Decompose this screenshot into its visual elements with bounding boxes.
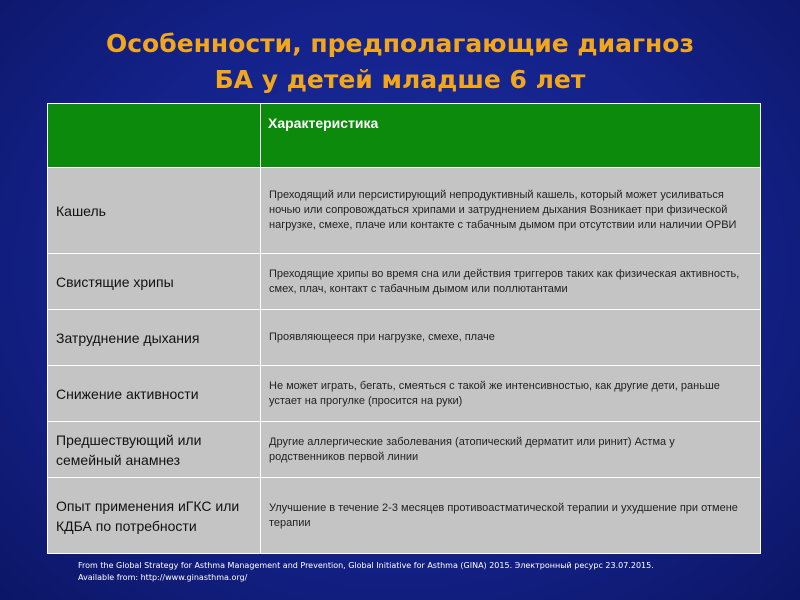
source-citation <box>78 560 758 584</box>
row-label: Затруднение дыхания <box>48 310 261 366</box>
row-description: Преходящие хрипы во время сна или действия триггеров таких как физическая активность, смех, плач, контакт с табачным дымом или поллютантами <box>261 254 761 310</box>
row-description: Другие аллергические заболевания (атопический дерматит или ринит) Астма у родственников первой линии <box>261 422 761 478</box>
slide-title-line-1: Особенности, предполагающие диагноз <box>105 29 694 58</box>
table-row <box>48 478 761 554</box>
row-description: Проявляющееся при нагрузке, смехе, плаче <box>261 310 761 366</box>
slide-title <box>0 26 800 98</box>
features-table <box>47 103 761 554</box>
row-description: Не может играть, бегать, смеяться с такой же интенсивностью, как другие дети, раньше устает на прогулке (просится на руки) <box>261 366 761 422</box>
table-header-cell-characteristic: Характеристика <box>261 104 761 168</box>
row-label: Снижение активности <box>48 366 261 422</box>
source-citation-line-2: Available from: http://www.ginasthma.org/ <box>78 573 248 582</box>
table-header-cell-empty <box>48 104 261 168</box>
table-header-row <box>48 104 761 168</box>
table-row <box>48 422 761 478</box>
source-citation-line-1: From the Global Strategy for Asthma Management and Prevention, Global Initiative for Asthma (GINA) 2015. Электронный ресурс 23.07.2015. <box>78 561 654 570</box>
table-row <box>48 168 761 254</box>
table-row <box>48 254 761 310</box>
row-description: Преходящий или персистирующий непродуктивный кашель, который может усиливаться ночью или сопровождаться хрипами и затруднением дыхания Возникает при физической нагрузке, смехе, плаче или контакте с табачным дымом при отсутствии или наличии ОРВИ <box>261 168 761 254</box>
row-label: Кашель <box>48 168 261 254</box>
table-row <box>48 366 761 422</box>
row-label: Свистящие хрипы <box>48 254 261 310</box>
row-label: Опыт применения иГКС или КДБА по потребности <box>48 478 261 554</box>
table-row <box>48 310 761 366</box>
row-description: Улучшение в течение 2-3 месяцев противоастматической терапии и ухудшение при отмене терапии <box>261 478 761 554</box>
slide-title-line-2: БА у детей младше 6 лет <box>214 65 586 94</box>
row-label: Предшествующий или семейный анамнез <box>48 422 261 478</box>
